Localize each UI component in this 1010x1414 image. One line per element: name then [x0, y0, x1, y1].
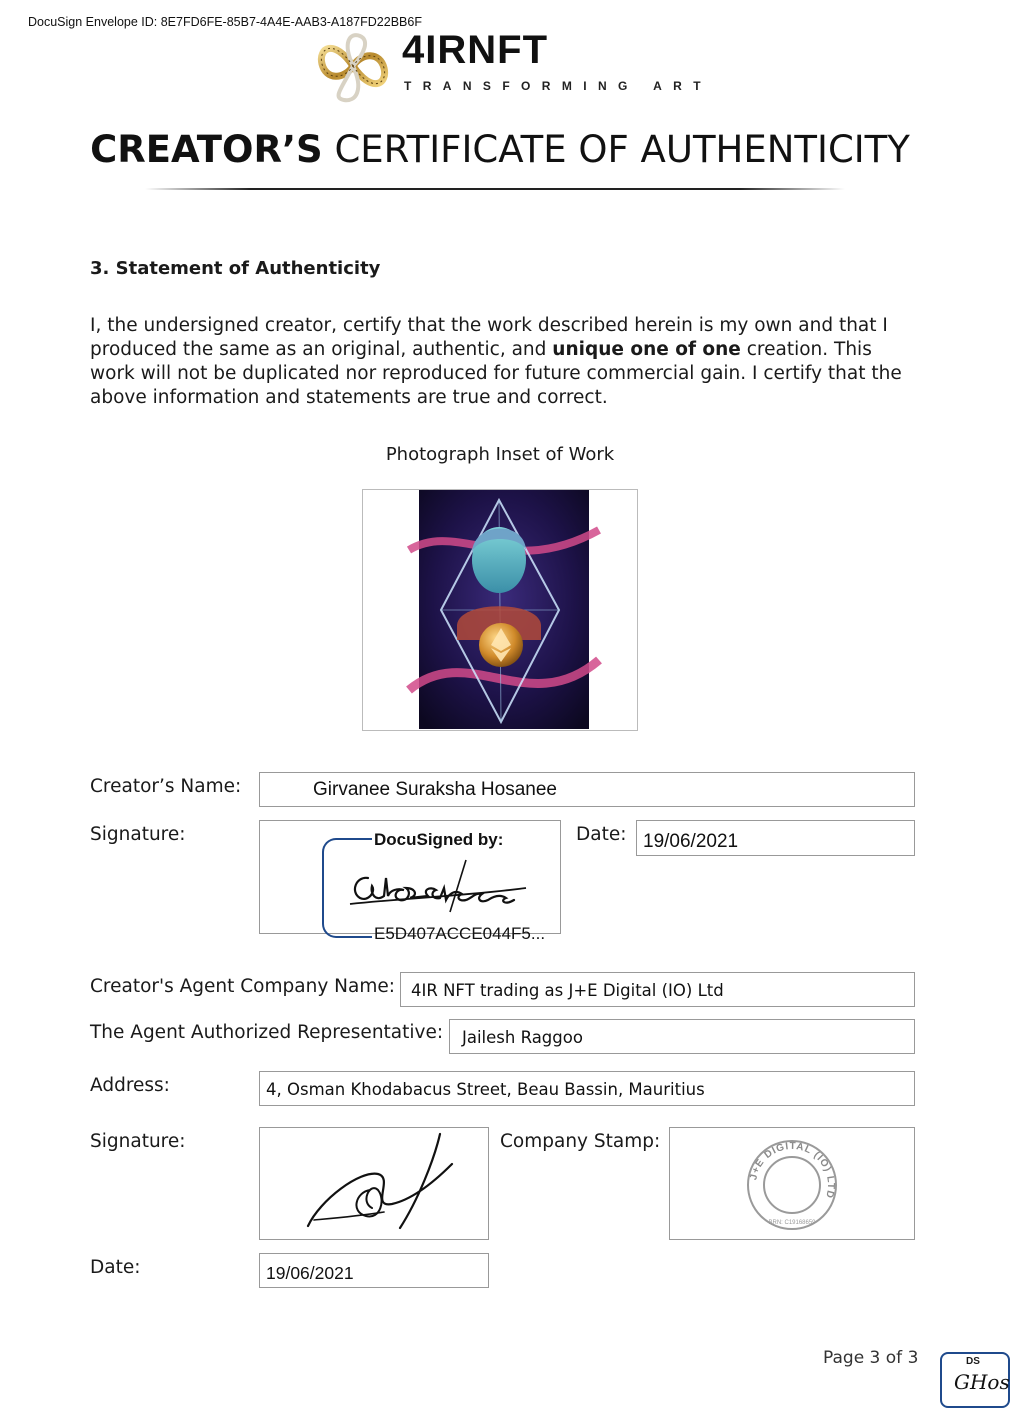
creator-handwritten-signature — [346, 858, 532, 914]
docusigned-by-label: DocuSigned by: — [374, 830, 504, 849]
creator-name-value: Girvanee Suraksha Hosanee — [313, 779, 557, 800]
section-heading: 3. Statement of Authenticity — [90, 258, 381, 279]
title-divider — [145, 188, 845, 190]
agent-date-field[interactable] — [259, 1253, 489, 1288]
certificate-title-light: CERTIFICATE OF AUTHENTICITY — [334, 128, 910, 171]
creator-signature-label: Signature: — [90, 824, 186, 845]
stamp-company-text: J+E DIGITAL (IO) LTD — [748, 1140, 837, 1200]
statement-text-part1: I, the undersigned creator, certify that the work described herein is my own and that I produced the same as an original, authentic, and — [90, 315, 888, 360]
page-number: Page 3 of 3 — [823, 1348, 919, 1368]
signature-envelope-code: E5D407ACCE044F5... — [374, 924, 546, 943]
ds-label: DS — [966, 1356, 980, 1367]
agent-company-value: 4IR NFT trading as J+E Digital (IO) Ltd — [411, 981, 724, 1000]
agent-rep-field[interactable] — [449, 1019, 915, 1054]
artwork-image — [419, 490, 589, 729]
stamp-brn-text: BRN: C19168659 — [768, 1220, 816, 1226]
brand-tagline: TRANSFORMING ART — [404, 79, 712, 93]
agent-handwritten-signature — [300, 1130, 460, 1236]
certificate-title — [0, 128, 1000, 171]
agent-company-field[interactable] — [400, 972, 915, 1007]
agent-rep-label: The Agent Authorized Representative: — [90, 1022, 444, 1043]
agent-date-label: Date: — [90, 1257, 141, 1278]
creator-date-value: 19/06/2021 — [643, 831, 739, 852]
brand-logo-icon — [314, 28, 392, 104]
address-value: 4, Osman Khodabacus Street, Beau Bassin, Mauritius — [266, 1080, 705, 1099]
creator-date-field[interactable] — [636, 820, 915, 856]
docusign-envelope-id: DocuSign Envelope ID: 8E7FD6FE-85B7-4A4E-AAB3-A187FD22BB6F — [28, 15, 422, 29]
photo-caption: Photograph Inset of Work — [385, 444, 615, 465]
statement-text — [90, 314, 920, 410]
company-stamp-field[interactable] — [669, 1127, 915, 1240]
ds-initials: GHos — [954, 1370, 1010, 1394]
creator-name-label: Creator’s Name: — [90, 776, 242, 797]
creator-date-label: Date: — [576, 824, 627, 845]
svg-text:J+E DIGITAL (IO) LTD — [748, 1141, 836, 1200]
statement-text-part2: creation. This work will not be duplicated nor reproduced for future commercial gain. I certify that the above information and statements are true and correct. — [90, 339, 902, 408]
company-stamp-icon — [744, 1138, 840, 1232]
certificate-title-bold: CREATOR’S — [90, 128, 323, 171]
docusign-initials-tab[interactable] — [940, 1352, 1010, 1408]
address-label: Address: — [90, 1075, 170, 1096]
agent-signature-field[interactable] — [259, 1127, 489, 1240]
agent-company-label: Creator's Agent Company Name: — [90, 976, 395, 997]
statement-text-bold: unique one of one — [552, 339, 741, 360]
agent-signature-label: Signature: — [90, 1131, 186, 1152]
address-field[interactable] — [259, 1071, 915, 1106]
agent-rep-value: Jailesh Raggoo — [462, 1028, 583, 1047]
creator-name-field[interactable] — [259, 772, 915, 807]
company-stamp-label: Company Stamp: — [500, 1131, 661, 1152]
brand-name: 4IRNFT — [402, 28, 548, 72]
agent-date-value: 19/06/2021 — [266, 1263, 354, 1283]
